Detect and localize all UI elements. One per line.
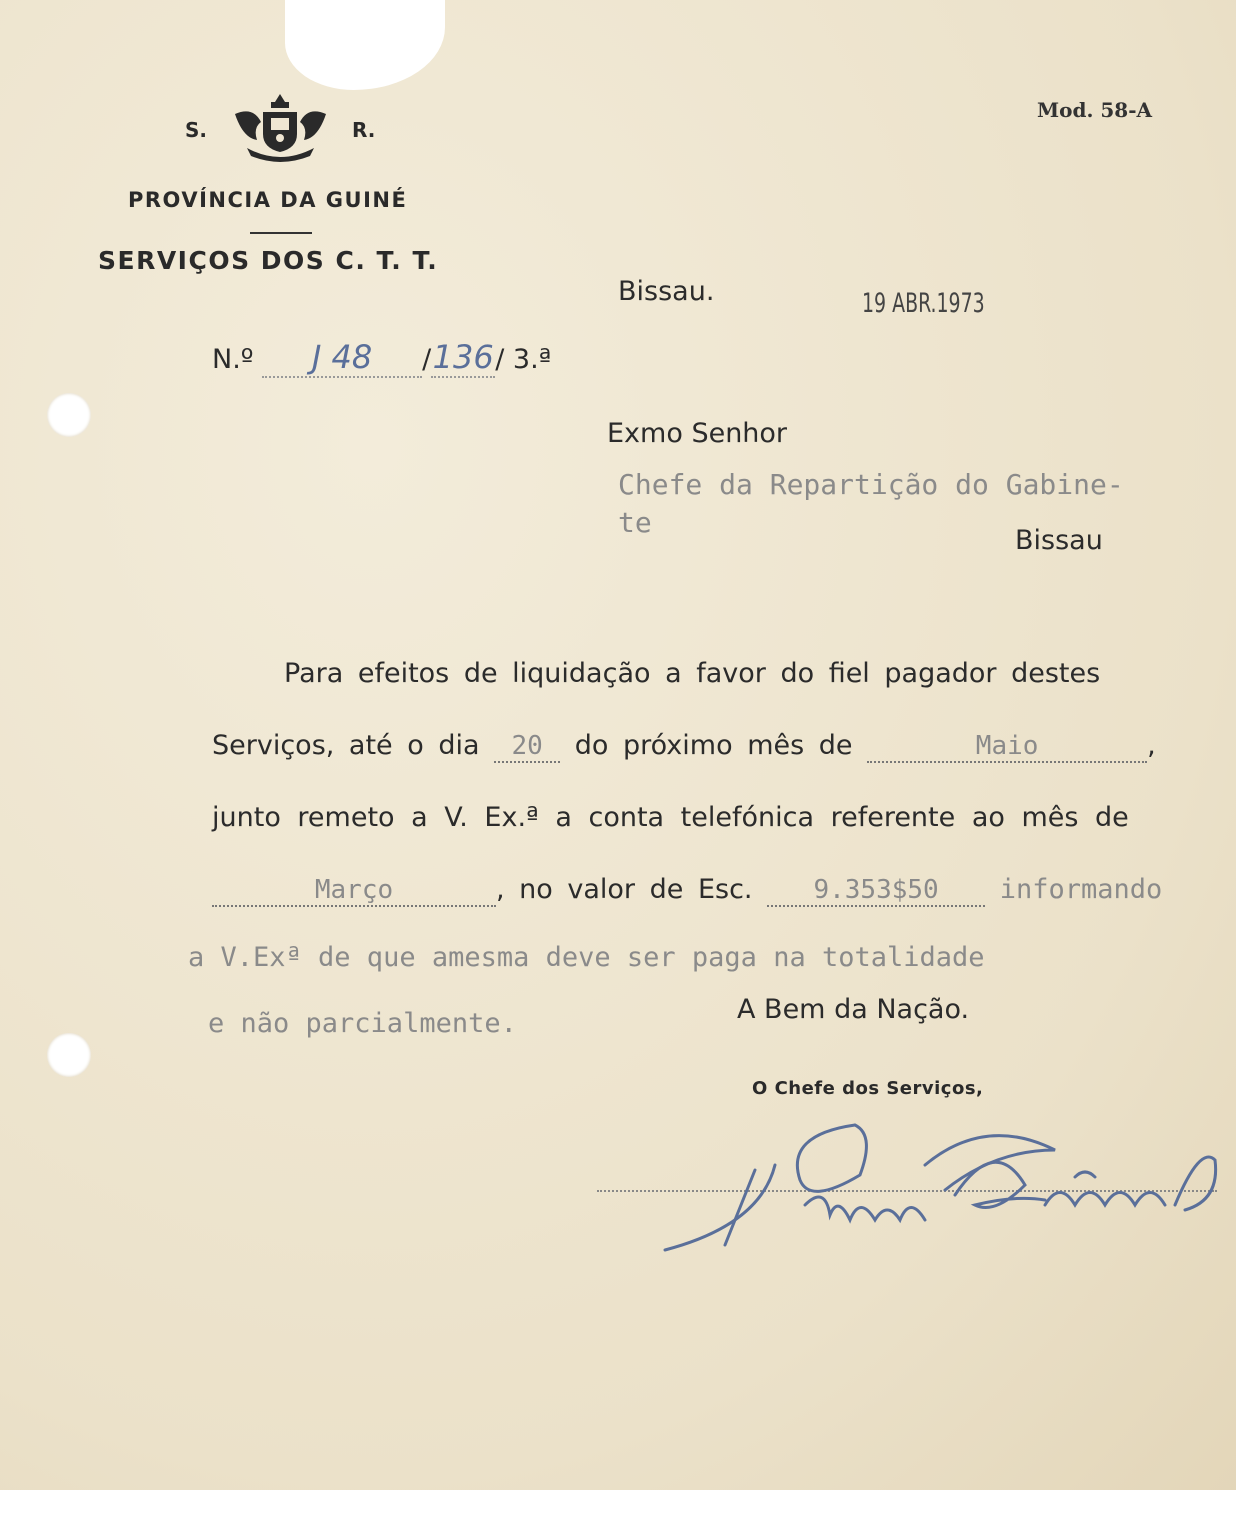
body-line2-b: do próximo mês de [574, 730, 853, 761]
body-line5: a V.Exª de que amesma deve ser paga na totalidade [188, 942, 985, 973]
recipient-title-line2: te [618, 506, 652, 539]
reference-hand-part2: 136 [432, 338, 494, 376]
body-line4 [212, 874, 1162, 907]
salutation: Exmo Senhor [607, 418, 788, 449]
province-title: PROVÍNCIA DA GUINÉ [128, 188, 408, 212]
handwritten-signature-icon [655, 1105, 1235, 1264]
header-divider [250, 232, 312, 234]
coat-of-arms-icon [233, 90, 328, 165]
body-line6: e não parcialmente. [208, 1008, 517, 1039]
body-ref-month-field: Março [212, 875, 496, 907]
body-line2-end: , [1147, 730, 1156, 761]
reference-separator1: / [422, 344, 432, 375]
recipient-city: Bissau [1015, 525, 1103, 556]
reference-separator2: / [495, 344, 505, 375]
background-edge [1236, 0, 1259, 1520]
reference-line [212, 338, 551, 378]
reference-suffix: 3.ª [512, 344, 552, 375]
reference-label: N.º [212, 344, 254, 375]
body-line2-a: Serviços, até o dia [212, 730, 480, 761]
place-label: Bissau. [618, 276, 715, 307]
body-amount-field: 9.353$50 [767, 875, 985, 907]
closing-formula: A Bem da Nação. [737, 994, 970, 1025]
sr-left: S. [185, 118, 208, 142]
body-line2 [212, 730, 1156, 763]
punch-hole-bottom [47, 1033, 91, 1077]
signatory-title: O Chefe dos Serviços, [752, 1078, 984, 1099]
punch-hole-top [47, 393, 91, 437]
recipient-title-line1: Chefe da Repartição do Gabine- [618, 468, 1124, 501]
form-code: Mod. 58-A [1037, 98, 1153, 122]
body-day-field: 20 [494, 731, 560, 763]
services-title: SERVIÇOS DOS C. T. T. [98, 246, 439, 275]
paper-tear [285, 0, 445, 90]
body-line1: Para efeitos de liquidação a favor do fiel pagador destes [284, 658, 1101, 689]
body-month-field: Maio [867, 731, 1147, 763]
body-line4-typed: informando [999, 874, 1163, 905]
reference-hand-part1: J 48 [262, 338, 422, 378]
date-stamp: 19 ABR.1973 [862, 288, 985, 319]
body-line4-b: , no valor de Esc. [496, 874, 753, 905]
body-line3: junto remeto a V. Ex.ª a conta telefónica referente ao mês de [212, 802, 1129, 833]
sr-right: R. [352, 118, 376, 142]
